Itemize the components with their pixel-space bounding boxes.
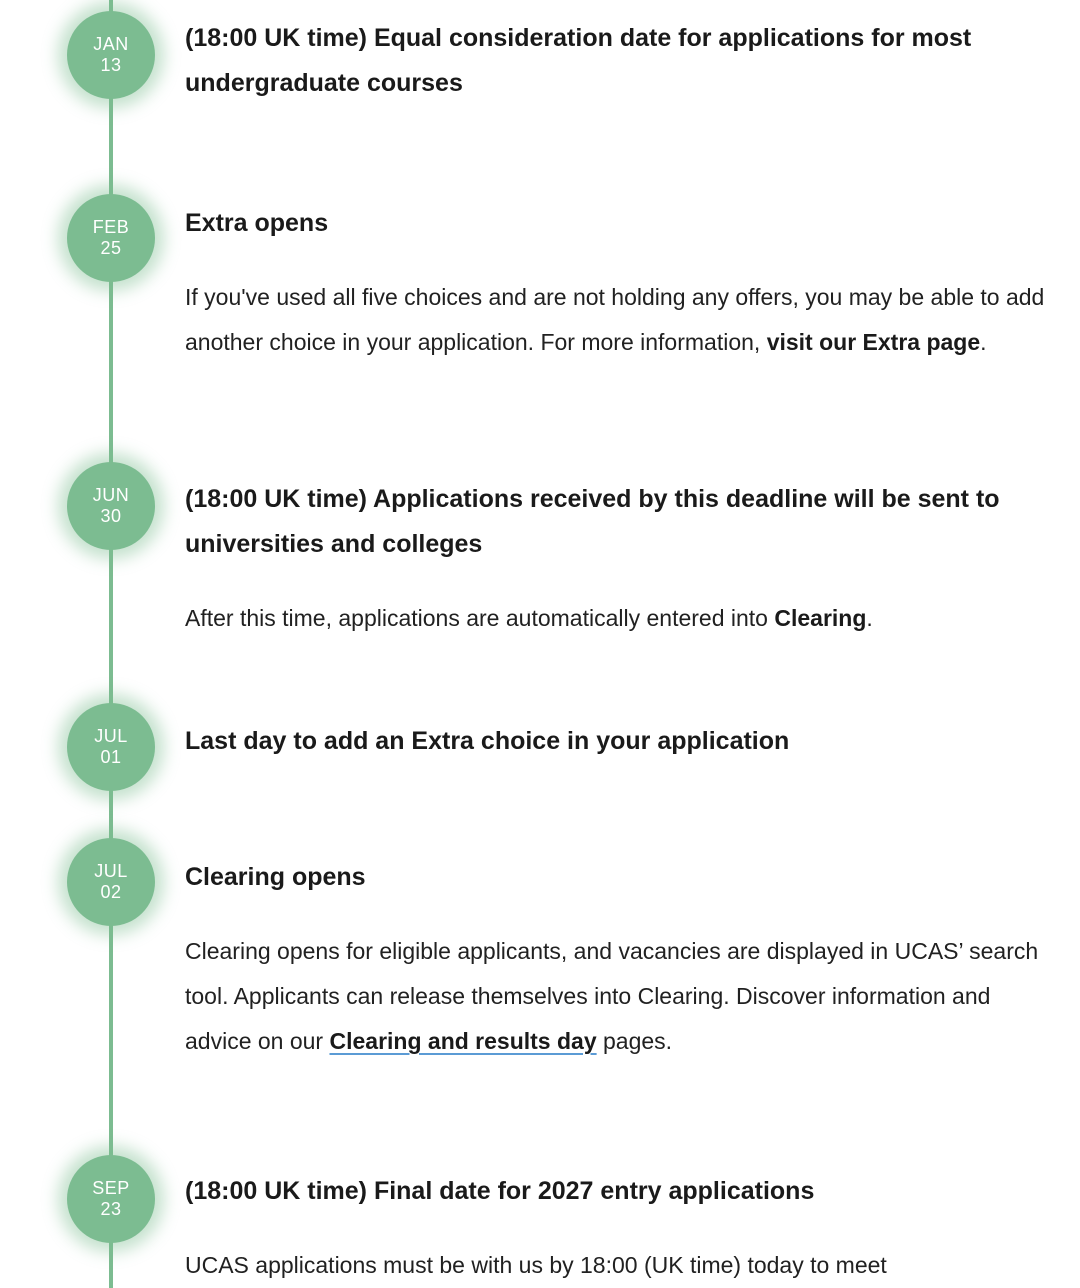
badge-month: FEB (92, 217, 130, 237)
badge-day: 30 (100, 506, 122, 526)
event-body (185, 929, 1045, 1064)
badge-month: JUN (92, 485, 130, 505)
timeline-event-sep-23 (185, 1169, 1045, 1288)
body-text: After this time, applications are automatically entered into (185, 605, 775, 631)
badge-day: 13 (100, 55, 122, 75)
badge-day: 25 (100, 238, 122, 258)
badge-month: JUL (94, 726, 128, 746)
event-heading: (18:00 UK time) Final date for 2027 entry applications (185, 1177, 815, 1205)
date-badge-jul-02 (67, 838, 155, 926)
clearing-and-results-day-link[interactable]: Clearing and results day (329, 1028, 597, 1054)
event-heading: Extra opens (185, 209, 329, 237)
timeline-event-feb-25 (185, 201, 1045, 365)
badge-day: 01 (100, 747, 122, 767)
clearing-bold-text: Clearing (774, 605, 867, 631)
event-body (185, 275, 1045, 365)
date-badge-jun-30 (67, 462, 155, 550)
body-text: Clearing opens for eligible applicants, and vacancies are displayed in UCAS’ search tool. Applicants can release themselves into Clearing. Discover information and advice on our (185, 938, 1039, 1054)
event-body (185, 596, 1045, 641)
body-text: pages. (596, 1028, 673, 1054)
body-text: . (980, 329, 987, 355)
badge-month: SEP (92, 1178, 130, 1198)
body-text: If you've used all five choices and are not holding any offers, you may be able to add another choice in your application. For more information, (185, 284, 1045, 355)
body-text: UCAS applications must be with us by 18:00 (UK time) today to meet (185, 1252, 887, 1278)
event-heading: (18:00 UK time) Equal consideration date for applications for most undergraduate courses (185, 24, 972, 97)
timeline-event-jan-13 (185, 16, 1045, 106)
date-badge-sep-23 (67, 1155, 155, 1243)
date-badge-feb-25 (67, 194, 155, 282)
badge-day: 23 (100, 1199, 122, 1219)
event-heading: Last day to add an Extra choice in your application (185, 727, 790, 755)
event-heading: Clearing opens (185, 863, 366, 891)
date-badge-jan-13 (67, 11, 155, 99)
timeline-event-jul-02 (185, 855, 1045, 1064)
badge-month: JUL (94, 861, 128, 881)
event-heading: (18:00 UK time) Applications received by this deadline will be sent to universities and colleges (185, 485, 1000, 558)
badge-day: 02 (100, 882, 122, 902)
badge-month: JAN (93, 34, 129, 54)
timeline-event-jul-01 (185, 719, 1045, 764)
timeline-event-jun-30 (185, 477, 1045, 641)
event-body (185, 1243, 1045, 1288)
date-badge-jul-01 (67, 703, 155, 791)
body-text: . (866, 605, 873, 631)
extra-page-bold-text: visit our Extra page (766, 329, 981, 355)
